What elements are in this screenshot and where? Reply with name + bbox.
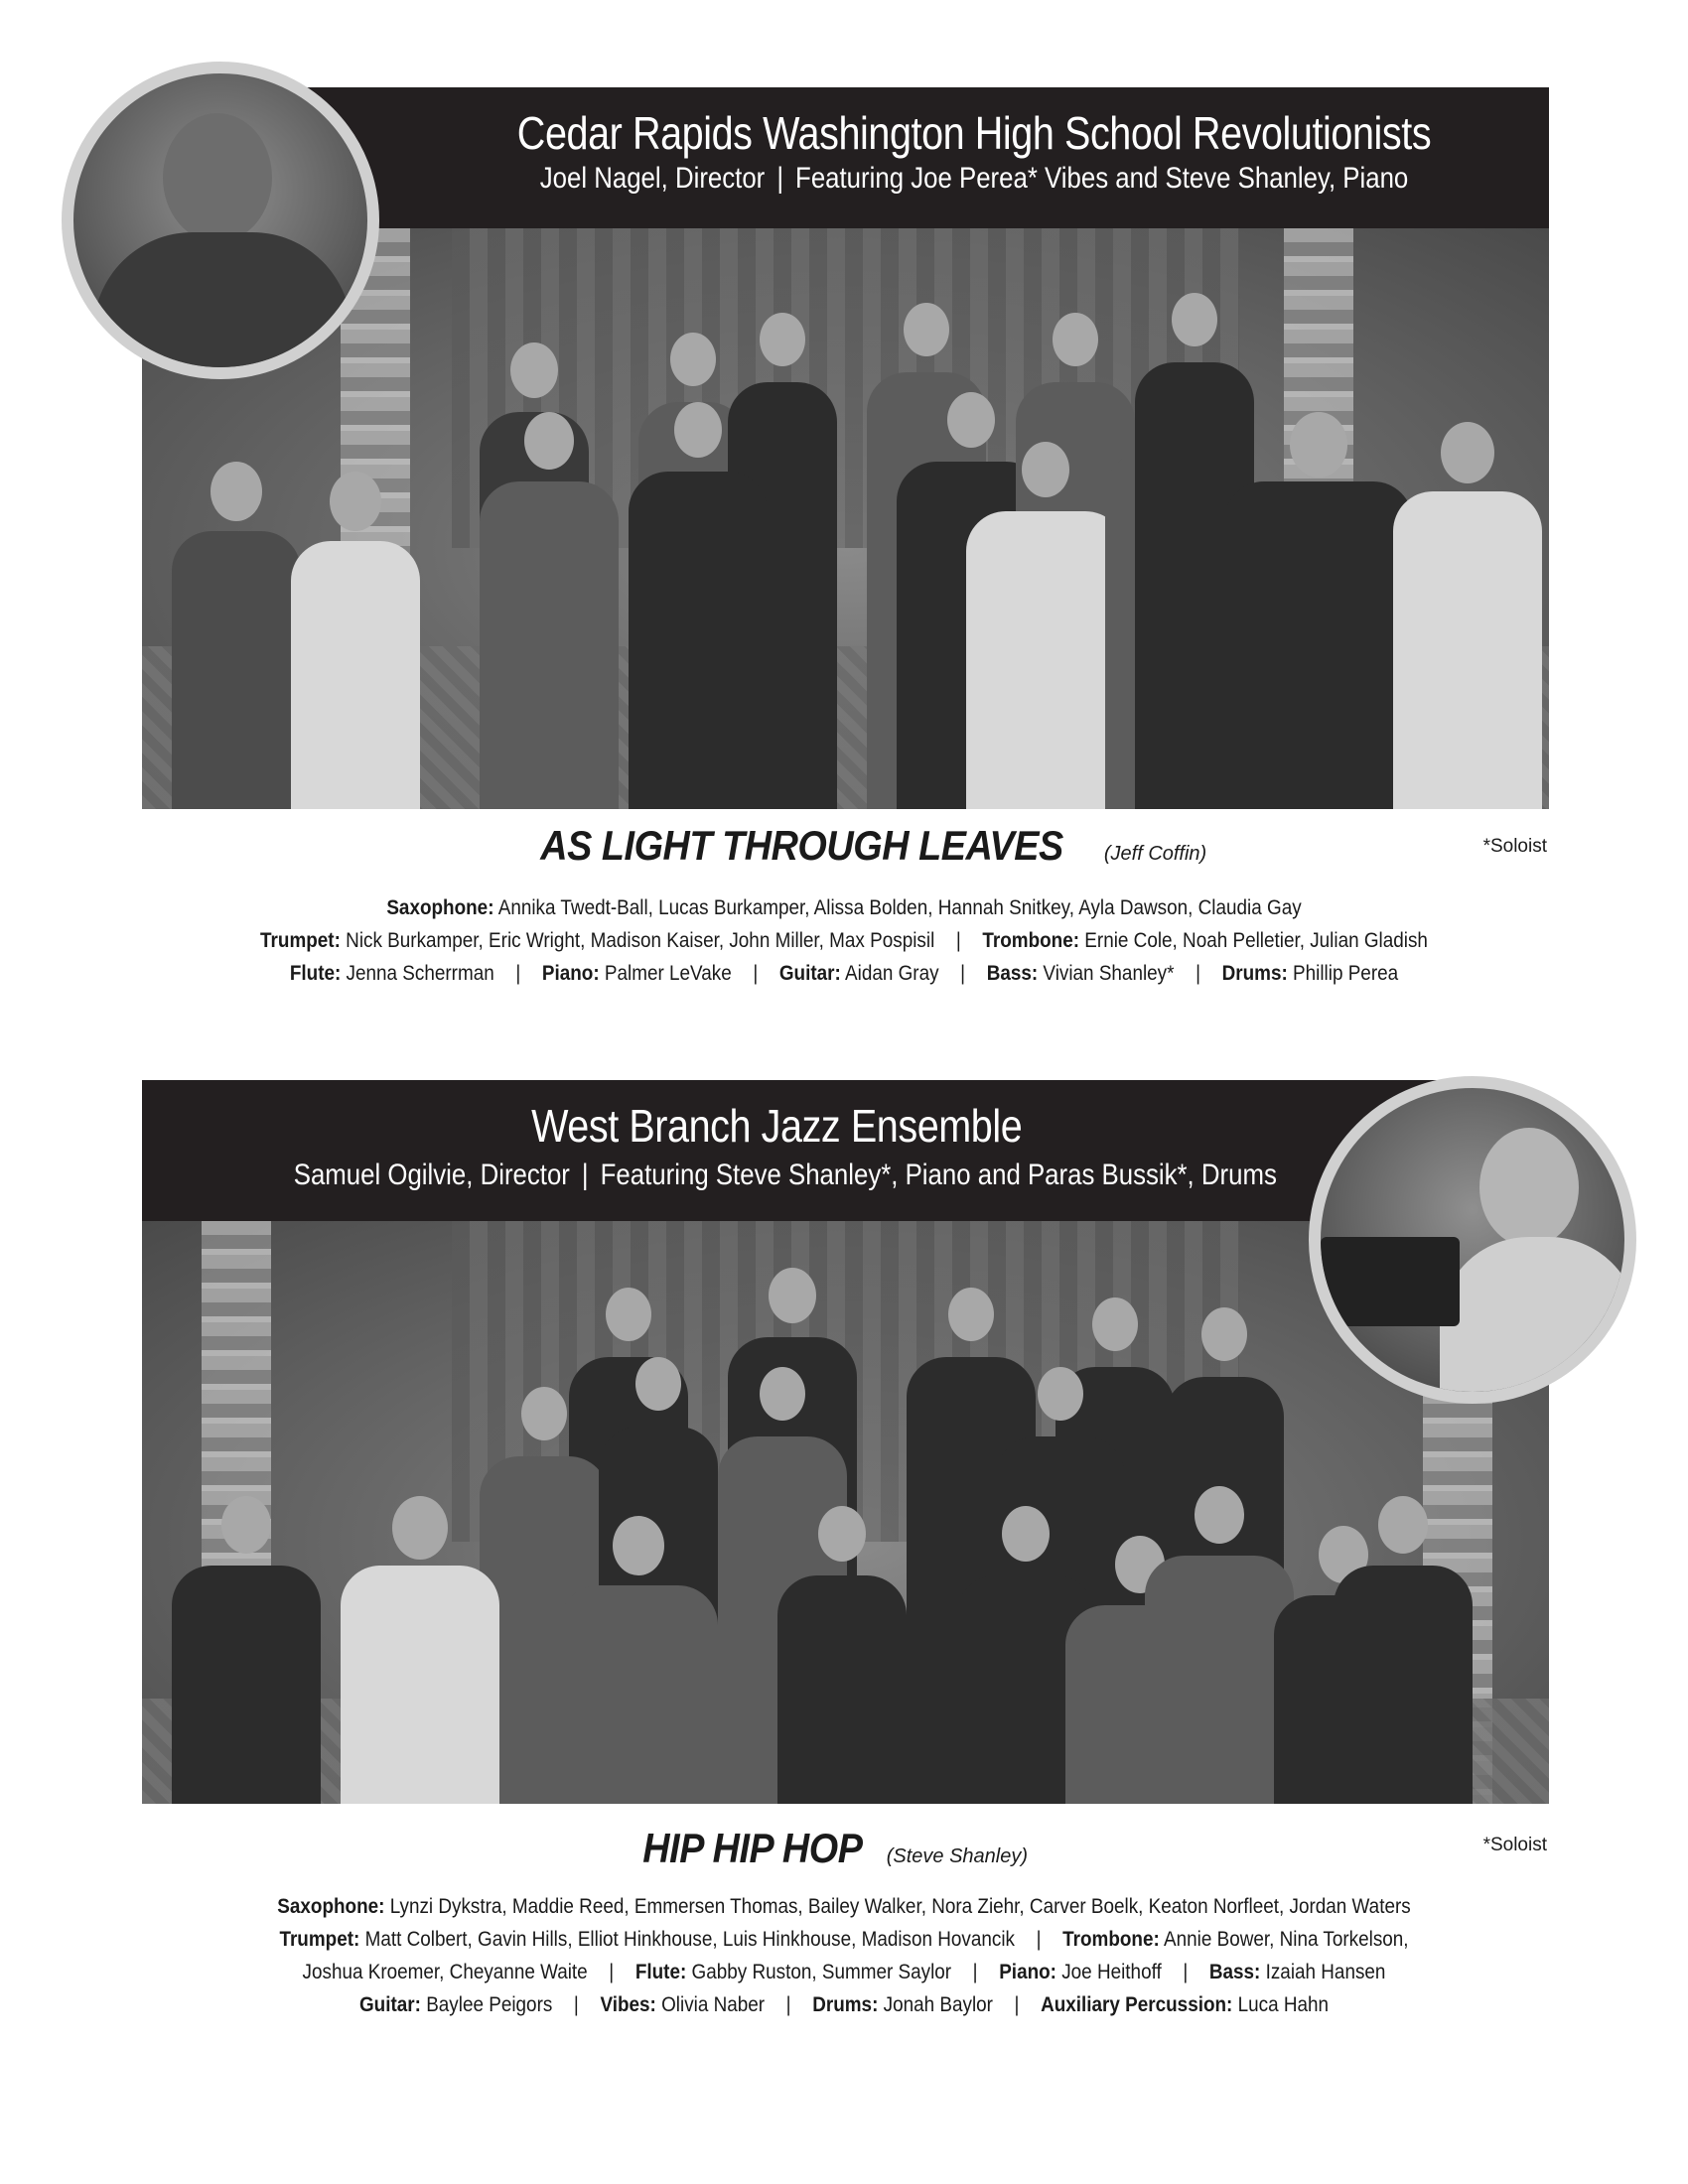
- piano-label: Piano:: [541, 962, 600, 985]
- band2-roster-line-4: [84, 1988, 1604, 2021]
- guitar-names: Baylee Peigors: [426, 1993, 553, 2016]
- divider: |: [1183, 1961, 1189, 1983]
- vibes-names: Olivia Naber: [661, 1993, 766, 2016]
- divider: |: [1036, 1928, 1042, 1951]
- saxophone-names: Lynzi Dykstra, Maddie Reed, Emmersen Thomas, Bailey Walker, Nora Ziehr, Carver Boelk, Keaton Norfleet, Jordan Waters: [389, 1895, 1411, 1918]
- band2-roster-line-2: [84, 1923, 1604, 1956]
- trombone-names-continued: Joshua Kroemer, Cheyanne Waite: [302, 1961, 588, 1983]
- band1-subtitle: [321, 161, 1457, 197]
- flute-label: Flute:: [289, 962, 342, 985]
- band1-piece-heading: [0, 822, 1688, 870]
- divider: |: [972, 1961, 978, 1983]
- trumpet-label: Trumpet:: [279, 1928, 360, 1951]
- band1-piece-title: AS LIGHT THROUGH LEAVES: [540, 822, 1063, 869]
- band1-title: Cedar Rapids Washington High School Revolutionists: [516, 107, 1432, 159]
- band2-roster: [0, 1890, 1688, 2021]
- guitar-label: Guitar:: [778, 962, 841, 985]
- piano-names: Palmer LeVake: [604, 962, 732, 985]
- band2-subtitle: [234, 1158, 1370, 1193]
- band1-director: Joel Nagel, Director: [539, 162, 766, 195]
- band1-soloist-note: *Soloist: [1482, 836, 1547, 857]
- trombone-label: Trombone:: [982, 929, 1080, 952]
- band2-soloist-portrait: [1309, 1076, 1636, 1404]
- trumpet-label: Trumpet:: [260, 929, 341, 952]
- band1-header: [228, 87, 1549, 228]
- band1-roster-line-2: [84, 924, 1604, 957]
- saxophone-names: Annika Twedt-Ball, Lucas Burkamper, Alissa Bolden, Hannah Snitkey, Ayla Dawson, Claudia Gay: [497, 896, 1302, 919]
- band2-featuring: Featuring Steve Shanley*, Piano and Paras Bussik*, Drums: [600, 1159, 1277, 1191]
- band2-header: [142, 1080, 1463, 1221]
- drums-names: Jonah Baylor: [883, 1993, 993, 2016]
- divider: |: [753, 962, 759, 985]
- band2-title: West Branch Jazz Ensemble: [531, 1100, 1023, 1152]
- band2-piece-heading: [0, 1825, 1688, 1872]
- band1-roster-line-3: [84, 957, 1604, 990]
- trombone-names: Ernie Cole, Noah Pelletier, Julian Gladish: [1084, 929, 1428, 952]
- bass-names: Vivian Shanley*: [1043, 962, 1175, 985]
- flute-names: Gabby Ruston, Summer Saylor: [691, 1961, 952, 1983]
- drums-label: Drums:: [1221, 962, 1288, 985]
- guitar-label: Guitar:: [358, 1993, 421, 2016]
- trumpet-names: Nick Burkamper, Eric Wright, Madison Kaiser, John Miller, Max Pospisil: [346, 929, 935, 952]
- aux-percussion-label: Auxiliary Percussion:: [1041, 1993, 1233, 2016]
- band2-soloist-note: *Soloist: [1482, 1835, 1547, 1855]
- band2-director: Samuel Ogilvie, Director: [293, 1159, 570, 1191]
- band1-director-portrait: [62, 62, 379, 379]
- drums-label: Drums:: [812, 1993, 879, 2016]
- band2-composer: (Steve Shanley): [886, 1845, 1029, 1867]
- divider: |: [960, 962, 966, 985]
- bass-label: Bass:: [986, 962, 1039, 985]
- saxophone-label: Saxophone:: [386, 896, 494, 919]
- band2-piece-title: HIP HIP HOP: [642, 1825, 863, 1871]
- drums-names: Phillip Perea: [1293, 962, 1399, 985]
- divider: |: [1196, 962, 1201, 985]
- trombone-names: Annie Bower, Nina Torkelson,: [1164, 1928, 1409, 1951]
- bass-names: Izaiah Hansen: [1265, 1961, 1386, 1983]
- band1-composer: (Jeff Coffin): [1103, 843, 1207, 865]
- bass-label: Bass:: [1208, 1961, 1261, 1983]
- piano-label: Piano:: [999, 1961, 1056, 1983]
- saxophone-label: Saxophone:: [277, 1895, 385, 1918]
- divider: |: [515, 962, 521, 985]
- flute-names: Jenna Scherrman: [346, 962, 494, 985]
- divider: |: [1014, 1993, 1020, 2016]
- trumpet-names: Matt Colbert, Gavin Hills, Elliot Hinkhouse, Luis Hinkhouse, Madison Hovancik: [364, 1928, 1016, 1951]
- band2-roster-line-1: [84, 1890, 1604, 1923]
- band1-featuring: Featuring Joe Perea* Vibes and Steve Shanley, Piano: [795, 162, 1409, 195]
- band1-divider: |: [776, 162, 784, 195]
- band1-group-photo: [142, 228, 1549, 809]
- divider: |: [609, 1961, 615, 1983]
- vibes-label: Vibes:: [600, 1993, 656, 2016]
- guitar-names: Aidan Gray: [845, 962, 939, 985]
- band1-roster-line-1: [84, 891, 1604, 924]
- piano-names: Joe Heithoff: [1061, 1961, 1162, 1983]
- divider: |: [955, 929, 961, 952]
- band2-roster-line-3: [84, 1956, 1604, 1988]
- band1-roster: [0, 891, 1688, 990]
- aux-percussion-names: Luca Hahn: [1237, 1993, 1330, 2016]
- flute-label: Flute:: [634, 1961, 687, 1983]
- divider: |: [785, 1993, 791, 2016]
- divider: |: [573, 1993, 579, 2016]
- trombone-label: Trombone:: [1062, 1928, 1160, 1951]
- band2-divider: |: [581, 1159, 589, 1191]
